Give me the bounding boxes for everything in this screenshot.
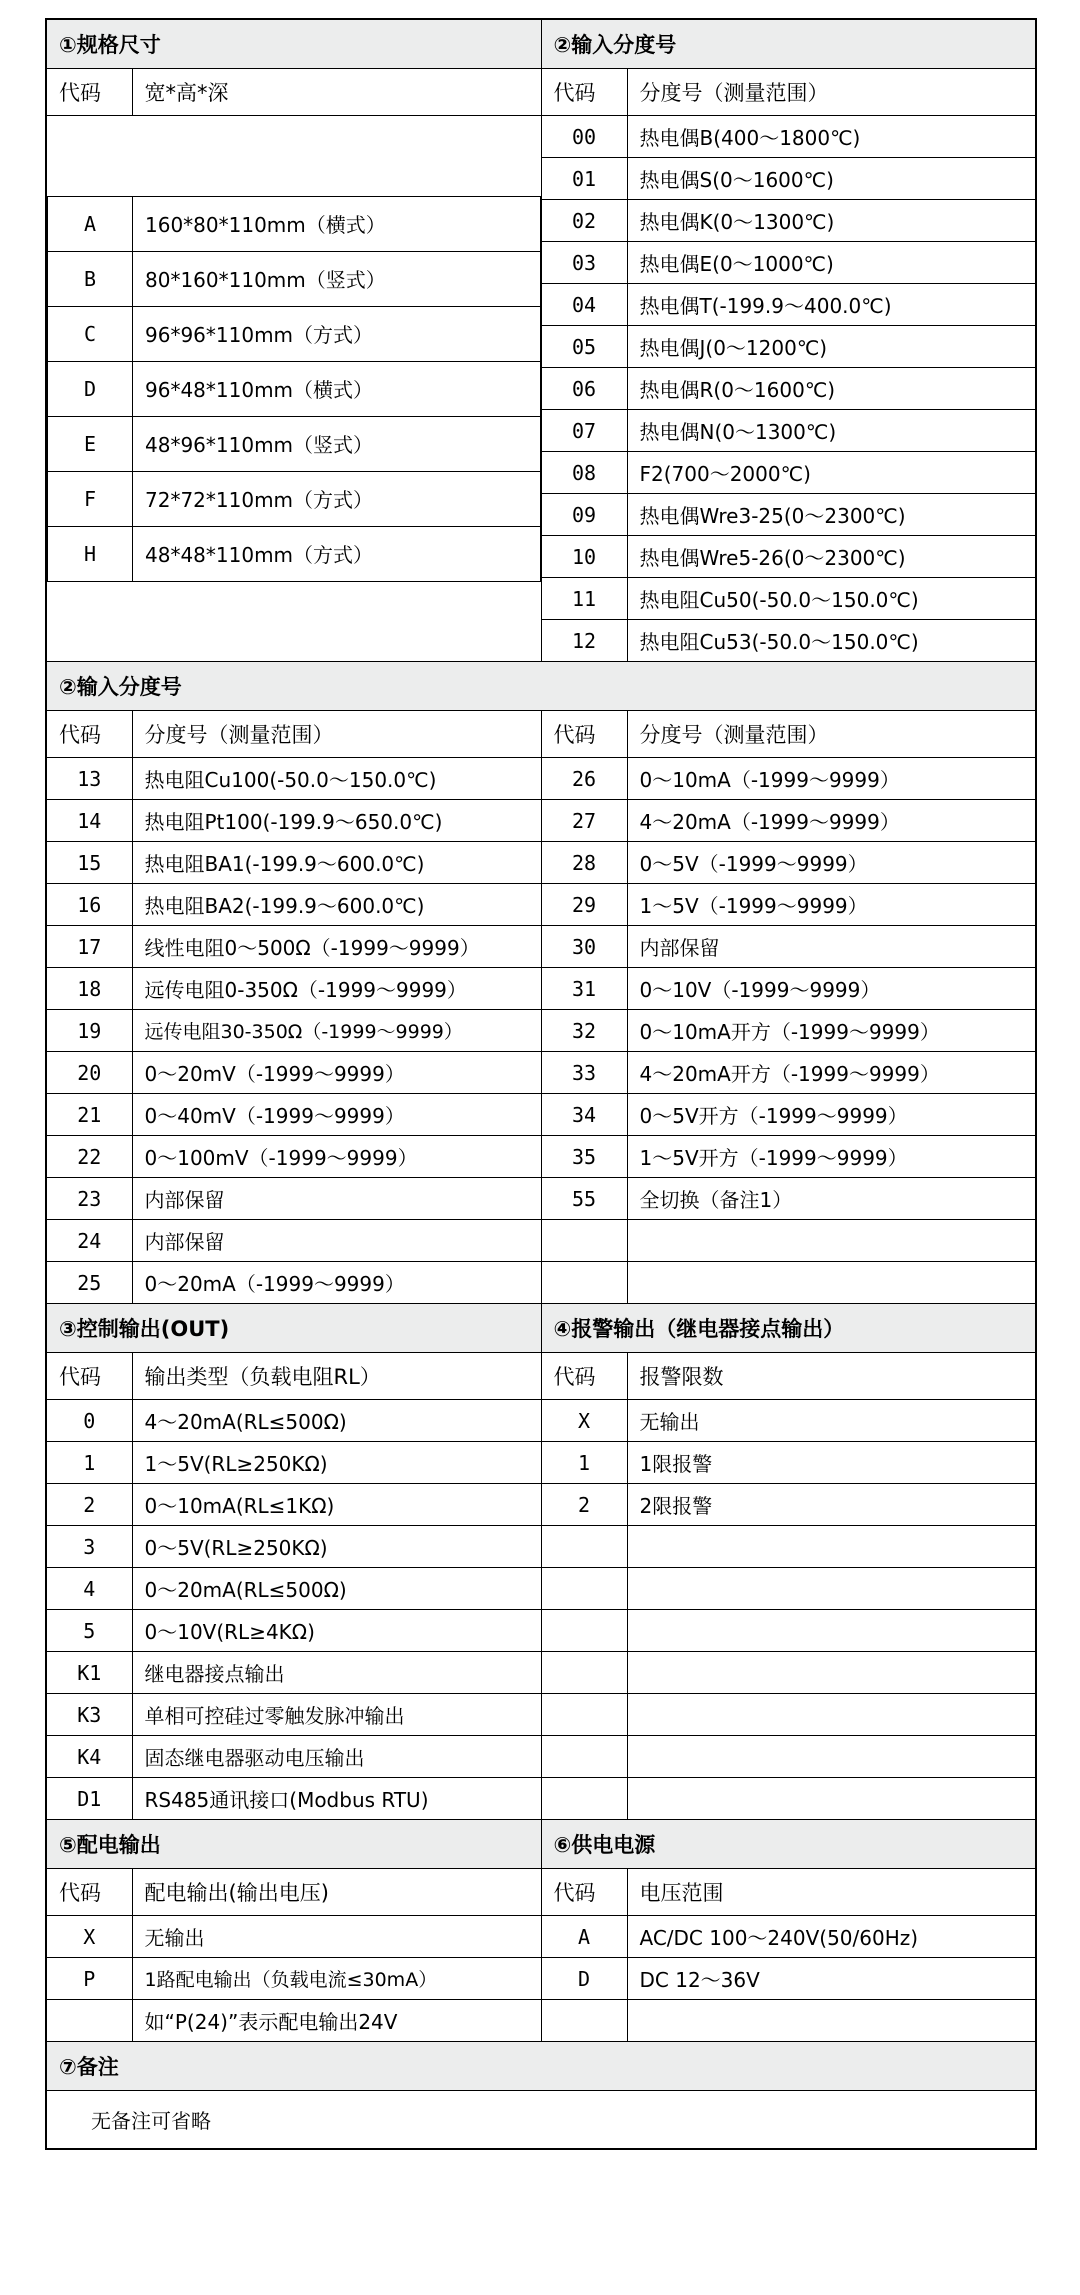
table-row <box>46 1262 1036 1304</box>
row-desc: 热电阻Cu50(-50.0～150.0℃) <box>627 578 1036 620</box>
section-header-row-2 <box>46 662 1036 711</box>
table-row <box>48 251 541 306</box>
row-desc: 1～5V(RL≥250KΩ) <box>132 1442 541 1484</box>
section-header-input-b: ②输入分度号 <box>46 662 1036 711</box>
row-desc: 0～20mA（-1999～9999） <box>132 1262 541 1304</box>
table-row <box>46 1736 1036 1778</box>
row-desc: AC/DC 100～240V(50/60Hz) <box>627 1916 1036 1958</box>
row-code: 17 <box>46 926 132 968</box>
row-code: 15 <box>46 842 132 884</box>
row-desc: 0～5V（-1999～9999） <box>627 842 1036 884</box>
col-header-code-s3: 代码 <box>46 1353 132 1400</box>
column-header-row-2 <box>46 711 1036 758</box>
row-desc: 远传电阻0-350Ω（-1999～9999） <box>132 968 541 1010</box>
row-desc <box>627 1694 1036 1736</box>
table-row <box>46 1220 1036 1262</box>
table-row <box>46 884 1036 926</box>
row-desc: F2(700～2000℃) <box>627 452 1036 494</box>
row-desc: 热电偶Wre5-26(0～2300℃) <box>627 536 1036 578</box>
table-row <box>48 526 541 581</box>
row-code <box>541 1220 627 1262</box>
table-row <box>46 758 1036 800</box>
row-code: 21 <box>46 1094 132 1136</box>
row-desc: RS485通讯接口(Modbus RTU) <box>132 1778 541 1820</box>
row-code: X <box>541 1400 627 1442</box>
row-desc: 80*160*110mm（竖式） <box>133 251 541 306</box>
row-desc: 1限报警 <box>627 1442 1036 1484</box>
table-row <box>46 1568 1036 1610</box>
row-code: 11 <box>541 578 627 620</box>
table-row <box>46 2000 1036 2042</box>
row-desc: 热电偶S(0～1600℃) <box>627 158 1036 200</box>
row-desc: 0～20mA(RL≤500Ω) <box>132 1568 541 1610</box>
table-row <box>46 1094 1036 1136</box>
row-code: 35 <box>541 1136 627 1178</box>
row-desc: 如“P(24)”表示配电输出24V <box>132 2000 541 2042</box>
row-code: X <box>46 1916 132 1958</box>
row-desc: 热电偶J(0～1200℃) <box>627 326 1036 368</box>
col-header-code-s6: 代码 <box>541 1869 627 1916</box>
table-row <box>46 1778 1036 1820</box>
row-code <box>541 1568 627 1610</box>
table-row <box>46 1178 1036 1220</box>
row-desc: 0～20mV（-1999～9999） <box>132 1052 541 1094</box>
col-header-code-s1: 代码 <box>46 69 132 116</box>
row-code: 19 <box>46 1010 132 1052</box>
row-desc: 72*72*110mm（方式） <box>133 471 541 526</box>
row-code: 34 <box>541 1094 627 1136</box>
row-desc: 0～5V(RL≥250KΩ) <box>132 1526 541 1568</box>
row-desc: 热电偶E(0～1000℃) <box>627 242 1036 284</box>
row-desc: 热电阻Cu53(-50.0～150.0℃) <box>627 620 1036 662</box>
section1-rows <box>47 196 541 582</box>
row-desc: 48*48*110mm（方式） <box>133 526 541 581</box>
column-header-row-3 <box>46 1353 1036 1400</box>
row-code: 05 <box>541 326 627 368</box>
table-row <box>46 926 1036 968</box>
row-code: C <box>48 306 133 361</box>
row-code: 27 <box>541 800 627 842</box>
row-desc: 继电器接点输出 <box>132 1652 541 1694</box>
row-desc: 内部保留 <box>627 926 1036 968</box>
table-row <box>46 1052 1036 1094</box>
row-desc: 1～5V开方（-1999～9999） <box>627 1136 1036 1178</box>
col-header-desc-s1: 宽*高*深 <box>132 69 541 116</box>
row-code: H <box>48 526 133 581</box>
row-code: 30 <box>541 926 627 968</box>
row-code: A <box>48 196 133 251</box>
row-code: D <box>48 361 133 416</box>
row-code <box>541 1736 627 1778</box>
row-code <box>541 1526 627 1568</box>
row-desc <box>627 1220 1036 1262</box>
row-desc <box>627 1568 1036 1610</box>
row-code <box>541 1778 627 1820</box>
selection-code-table <box>45 18 1037 2150</box>
section1-body <box>46 116 541 662</box>
row-code: 3 <box>46 1526 132 1568</box>
table-row <box>46 1958 1036 2000</box>
col-header-code-s5: 代码 <box>46 1869 132 1916</box>
row-code: 2 <box>541 1484 627 1526</box>
section-header-size: ①规格尺寸 <box>46 19 541 69</box>
table-row <box>46 842 1036 884</box>
table-row <box>46 1526 1036 1568</box>
row-desc: 160*80*110mm（横式） <box>133 196 541 251</box>
row-desc: 0～5V开方（-1999～9999） <box>627 1094 1036 1136</box>
table-row <box>46 1010 1036 1052</box>
row-desc: 2限报警 <box>627 1484 1036 1526</box>
row-code: 02 <box>541 200 627 242</box>
row-code: 03 <box>541 242 627 284</box>
row-desc: 热电阻Cu100(-50.0～150.0℃) <box>132 758 541 800</box>
row-code: P <box>46 1958 132 2000</box>
row-code: D1 <box>46 1778 132 1820</box>
row-desc: 无输出 <box>132 1916 541 1958</box>
row-desc: 热电偶R(0～1600℃) <box>627 368 1036 410</box>
section-header-power-supply: ⑥供电电源 <box>541 1820 1036 1869</box>
col-header-code-s2b-left: 代码 <box>46 711 132 758</box>
row-desc: 热电偶Wre3-25(0～2300℃) <box>627 494 1036 536</box>
row-code <box>541 1610 627 1652</box>
row-desc: 0～10V(RL≥4KΩ) <box>132 1610 541 1652</box>
column-header-row-1 <box>46 69 1036 116</box>
row-desc <box>627 1610 1036 1652</box>
row-desc <box>627 1262 1036 1304</box>
row-code: 33 <box>541 1052 627 1094</box>
col-header-desc-s5: 配电输出(输出电压) <box>132 1869 541 1916</box>
row-desc <box>627 1778 1036 1820</box>
row-code: 24 <box>46 1220 132 1262</box>
section-header-row-1 <box>46 19 1036 69</box>
table-row <box>46 1136 1036 1178</box>
row-desc <box>627 1736 1036 1778</box>
table-row <box>46 116 1036 158</box>
row-desc: 热电偶K(0～1300℃) <box>627 200 1036 242</box>
row-code: 55 <box>541 1178 627 1220</box>
row-code: 1 <box>541 1442 627 1484</box>
row-code: 2 <box>46 1484 132 1526</box>
row-code: 08 <box>541 452 627 494</box>
col-header-desc-s2a: 分度号（测量范围） <box>627 69 1036 116</box>
row-code: K4 <box>46 1736 132 1778</box>
col-header-code-s4: 代码 <box>541 1353 627 1400</box>
section-header-control-output: ③控制输出(OUT) <box>46 1304 541 1353</box>
table-row <box>46 1484 1036 1526</box>
row-desc: 0～10mA(RL≤1KΩ) <box>132 1484 541 1526</box>
row-code: 06 <box>541 368 627 410</box>
row-code <box>541 1652 627 1694</box>
row-desc: 0～100mV（-1999～9999） <box>132 1136 541 1178</box>
table-row <box>46 1916 1036 1958</box>
row-desc: 48*96*110mm（竖式） <box>133 416 541 471</box>
row-code: K1 <box>46 1652 132 1694</box>
row-desc: DC 12～36V <box>627 1958 1036 2000</box>
row-code: 23 <box>46 1178 132 1220</box>
table-row <box>46 1610 1036 1652</box>
row-code: 14 <box>46 800 132 842</box>
table-row <box>48 471 541 526</box>
row-desc: 热电阻BA2(-199.9～600.0℃) <box>132 884 541 926</box>
section-header-row-4 <box>46 1820 1036 1869</box>
row-code: 07 <box>541 410 627 452</box>
row-code: 04 <box>541 284 627 326</box>
col-header-desc-s4: 报警限数 <box>627 1353 1036 1400</box>
section-header-alarm-output: ④报警输出（继电器接点输出） <box>541 1304 1036 1353</box>
row-desc: 热电阻BA1(-199.9～600.0℃) <box>132 842 541 884</box>
row-desc: 0～10mA（-1999～9999） <box>627 758 1036 800</box>
table-row <box>46 800 1036 842</box>
row-desc: 0～40mV（-1999～9999） <box>132 1094 541 1136</box>
row-code: 0 <box>46 1400 132 1442</box>
row-code: A <box>541 1916 627 1958</box>
row-code: 4 <box>46 1568 132 1610</box>
row-code: 1 <box>46 1442 132 1484</box>
row-desc <box>627 1652 1036 1694</box>
row-code: 28 <box>541 842 627 884</box>
row-code: 5 <box>46 1610 132 1652</box>
section-header-remark: ⑦备注 <box>46 2042 1036 2091</box>
row-code: 16 <box>46 884 132 926</box>
section-header-input-a: ②输入分度号 <box>541 19 1036 69</box>
row-code <box>541 2000 627 2042</box>
row-desc: 0～10V（-1999～9999） <box>627 968 1036 1010</box>
row-desc: 线性电阻0～500Ω（-1999～9999） <box>132 926 541 968</box>
table-row <box>48 416 541 471</box>
col-header-code-s2a: 代码 <box>541 69 627 116</box>
row-desc <box>627 1526 1036 1568</box>
row-code: 29 <box>541 884 627 926</box>
row-code: 01 <box>541 158 627 200</box>
row-code <box>46 2000 132 2042</box>
table-row <box>46 1694 1036 1736</box>
row-desc: 4～20mA（-1999～9999） <box>627 800 1036 842</box>
row-code: 00 <box>541 116 627 158</box>
row-desc: 96*96*110mm（方式） <box>133 306 541 361</box>
table-row <box>48 361 541 416</box>
row-code: 25 <box>46 1262 132 1304</box>
row-desc: 热电偶B(400～1800℃) <box>627 116 1036 158</box>
row-desc: 4～20mA开方（-1999～9999） <box>627 1052 1036 1094</box>
row-desc: 0～10mA开方（-1999～9999） <box>627 1010 1036 1052</box>
row-code: 26 <box>541 758 627 800</box>
table-row <box>46 968 1036 1010</box>
table-row <box>46 1400 1036 1442</box>
section-header-row-3 <box>46 1304 1036 1353</box>
row-desc: 96*48*110mm（横式） <box>133 361 541 416</box>
row-code: 18 <box>46 968 132 1010</box>
section-header-row-5 <box>46 2042 1036 2091</box>
row-desc <box>627 2000 1036 2042</box>
row-code <box>541 1694 627 1736</box>
row-code: E <box>48 416 133 471</box>
row-desc: 1～5V（-1999～9999） <box>627 884 1036 926</box>
table-row <box>48 306 541 361</box>
row-code: D <box>541 1958 627 2000</box>
row-code: 13 <box>46 758 132 800</box>
table-row <box>46 1442 1036 1484</box>
row-desc: 内部保留 <box>132 1220 541 1262</box>
row-code: 31 <box>541 968 627 1010</box>
col-header-code-s2b-right: 代码 <box>541 711 627 758</box>
row-code: 09 <box>541 494 627 536</box>
col-header-desc-s6: 电压范围 <box>627 1869 1036 1916</box>
section-header-distribution-output: ⑤配电输出 <box>46 1820 541 1869</box>
row-desc: 4～20mA(RL≤500Ω) <box>132 1400 541 1442</box>
row-code: 20 <box>46 1052 132 1094</box>
row-desc: 无输出 <box>627 1400 1036 1442</box>
row-code: 10 <box>541 536 627 578</box>
column-header-row-4 <box>46 1869 1036 1916</box>
row-code: 32 <box>541 1010 627 1052</box>
col-header-desc-s2b-right: 分度号（测量范围） <box>627 711 1036 758</box>
row-desc: 热电偶T(-199.9～400.0℃) <box>627 284 1036 326</box>
row-desc: 全切换（备注1） <box>627 1178 1036 1220</box>
row-desc: 热电偶N(0～1300℃) <box>627 410 1036 452</box>
row-code: 22 <box>46 1136 132 1178</box>
row-desc: 热电阻Pt100(-199.9～650.0℃) <box>132 800 541 842</box>
row-desc: 单相可控硅过零触发脉冲输出 <box>132 1694 541 1736</box>
row-desc: 1路配电输出（负载电流≤30mA） <box>132 1958 541 2000</box>
row-code: K3 <box>46 1694 132 1736</box>
row-desc: 远传电阻30-350Ω（-1999～9999） <box>132 1010 541 1052</box>
row-desc: 内部保留 <box>132 1178 541 1220</box>
col-header-desc-s2b-left: 分度号（测量范围） <box>132 711 541 758</box>
col-header-desc-s3: 输出类型（负载电阻RL） <box>132 1353 541 1400</box>
table-row <box>46 1652 1036 1694</box>
row-code: F <box>48 471 133 526</box>
remark-row <box>46 2091 1036 2150</box>
remark-text: 无备注可省略 <box>46 2091 1036 2150</box>
row-code: 12 <box>541 620 627 662</box>
table-row <box>48 196 541 251</box>
row-code <box>541 1262 627 1304</box>
row-desc: 固态继电器驱动电压输出 <box>132 1736 541 1778</box>
row-code: B <box>48 251 133 306</box>
